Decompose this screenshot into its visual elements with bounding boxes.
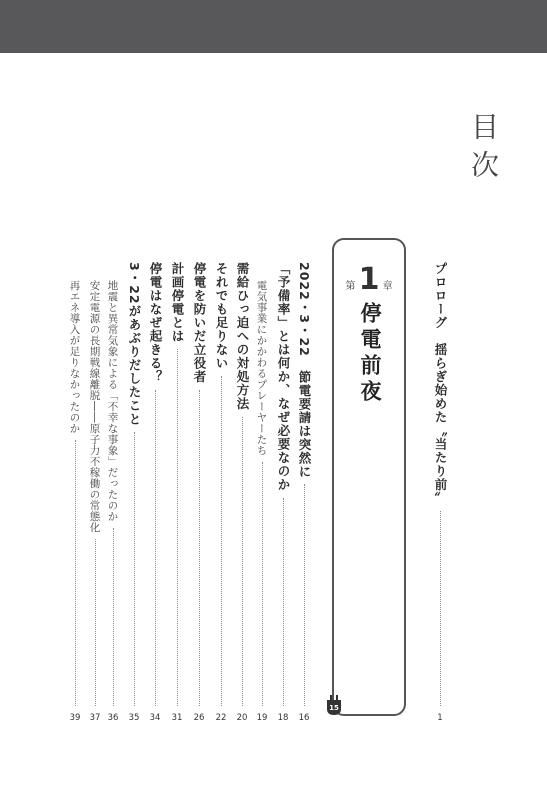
toc-entry-text: 計画停電とは — [170, 262, 185, 343]
leader-dots — [134, 432, 135, 706]
toc-entry[interactable] — [274, 262, 292, 724]
toc-entry-text: それでも足りない — [214, 262, 229, 370]
top-bar — [0, 0, 547, 53]
toc-entry[interactable] — [66, 280, 84, 724]
toc-entry[interactable] — [104, 280, 122, 724]
chapter-suffix: 章 — [382, 281, 393, 292]
leader-dots — [242, 417, 243, 707]
toc-page-number: 37 — [89, 713, 101, 723]
toc-entry-text: プロローグ 揺らぎ始めた〝当たり前〟 — [433, 262, 448, 505]
toc-entry[interactable] — [253, 280, 271, 724]
toc-entry[interactable] — [190, 262, 208, 724]
toc-page-number: 19 — [256, 713, 268, 723]
toc-entry[interactable] — [86, 280, 104, 724]
toc-entry[interactable] — [168, 262, 186, 724]
toc-entry[interactable] — [212, 262, 230, 724]
toc-page-number: 1 — [437, 713, 443, 723]
toc-entry-text: 地震と異常気象による「不幸な事象」だったのか — [106, 280, 119, 522]
toc-entry-text: 需給ひっ迫への対処方法 — [235, 262, 250, 411]
toc-entry-text: 停電はなぜ起きる？ — [148, 262, 163, 384]
page-title: 目次 — [467, 112, 500, 188]
leader-dots — [177, 349, 178, 706]
toc-entry-text: 安定電源の長期戦線離脱――原子力不稼働の常態化 — [88, 280, 101, 533]
toc-page-number: 20 — [236, 713, 248, 723]
chapter-prefix: 第 — [345, 281, 356, 292]
plug-icon — [326, 695, 342, 717]
toc-entry-prologue[interactable] — [431, 262, 449, 724]
toc-entry-text: 「予備率」とは何か、なぜ必要なのか — [276, 262, 291, 492]
leader-dots — [95, 539, 96, 706]
toc-page-number: 31 — [171, 713, 183, 723]
toc-page-number: 36 — [107, 713, 119, 723]
chapter-title[interactable]: 停電前夜 — [358, 302, 382, 406]
toc-page-number: 39 — [69, 713, 81, 723]
chapter-page-number: 15 — [329, 704, 339, 712]
leader-dots — [75, 440, 76, 706]
toc-page-number: 16 — [298, 713, 310, 723]
toc-entry[interactable] — [146, 262, 164, 724]
toc-entry-text: 再エネ導入が足りなかったのか — [68, 280, 81, 434]
leader-dots — [283, 498, 284, 707]
toc-entry-text: 2022・3・22 節電要請は突然に — [297, 262, 312, 479]
toc-entry-text: 電気事業にかかわるプレーヤーたち — [255, 280, 268, 456]
leader-dots — [304, 484, 305, 706]
toc-page-number: 26 — [193, 713, 205, 723]
leader-dots — [113, 528, 114, 706]
toc-page-number: 35 — [128, 713, 140, 723]
leader-dots — [440, 511, 441, 706]
leader-dots — [199, 390, 200, 707]
toc-entry[interactable] — [233, 262, 251, 724]
chapter-label — [340, 262, 398, 296]
toc-page-number: 22 — [215, 713, 227, 723]
toc-entry[interactable] — [295, 262, 313, 724]
leader-dots — [155, 390, 156, 707]
toc-entry-text: 3・22があぶりだしたこと — [127, 262, 142, 427]
leader-dots — [262, 462, 263, 706]
toc-page-number: 34 — [149, 713, 161, 723]
toc-page-number: 18 — [277, 713, 289, 723]
leader-dots — [221, 376, 222, 706]
toc-entry-text: 停電を防いだ立役者 — [192, 262, 207, 384]
chapter-number: 1 — [358, 262, 380, 297]
toc-entry[interactable] — [125, 262, 143, 724]
